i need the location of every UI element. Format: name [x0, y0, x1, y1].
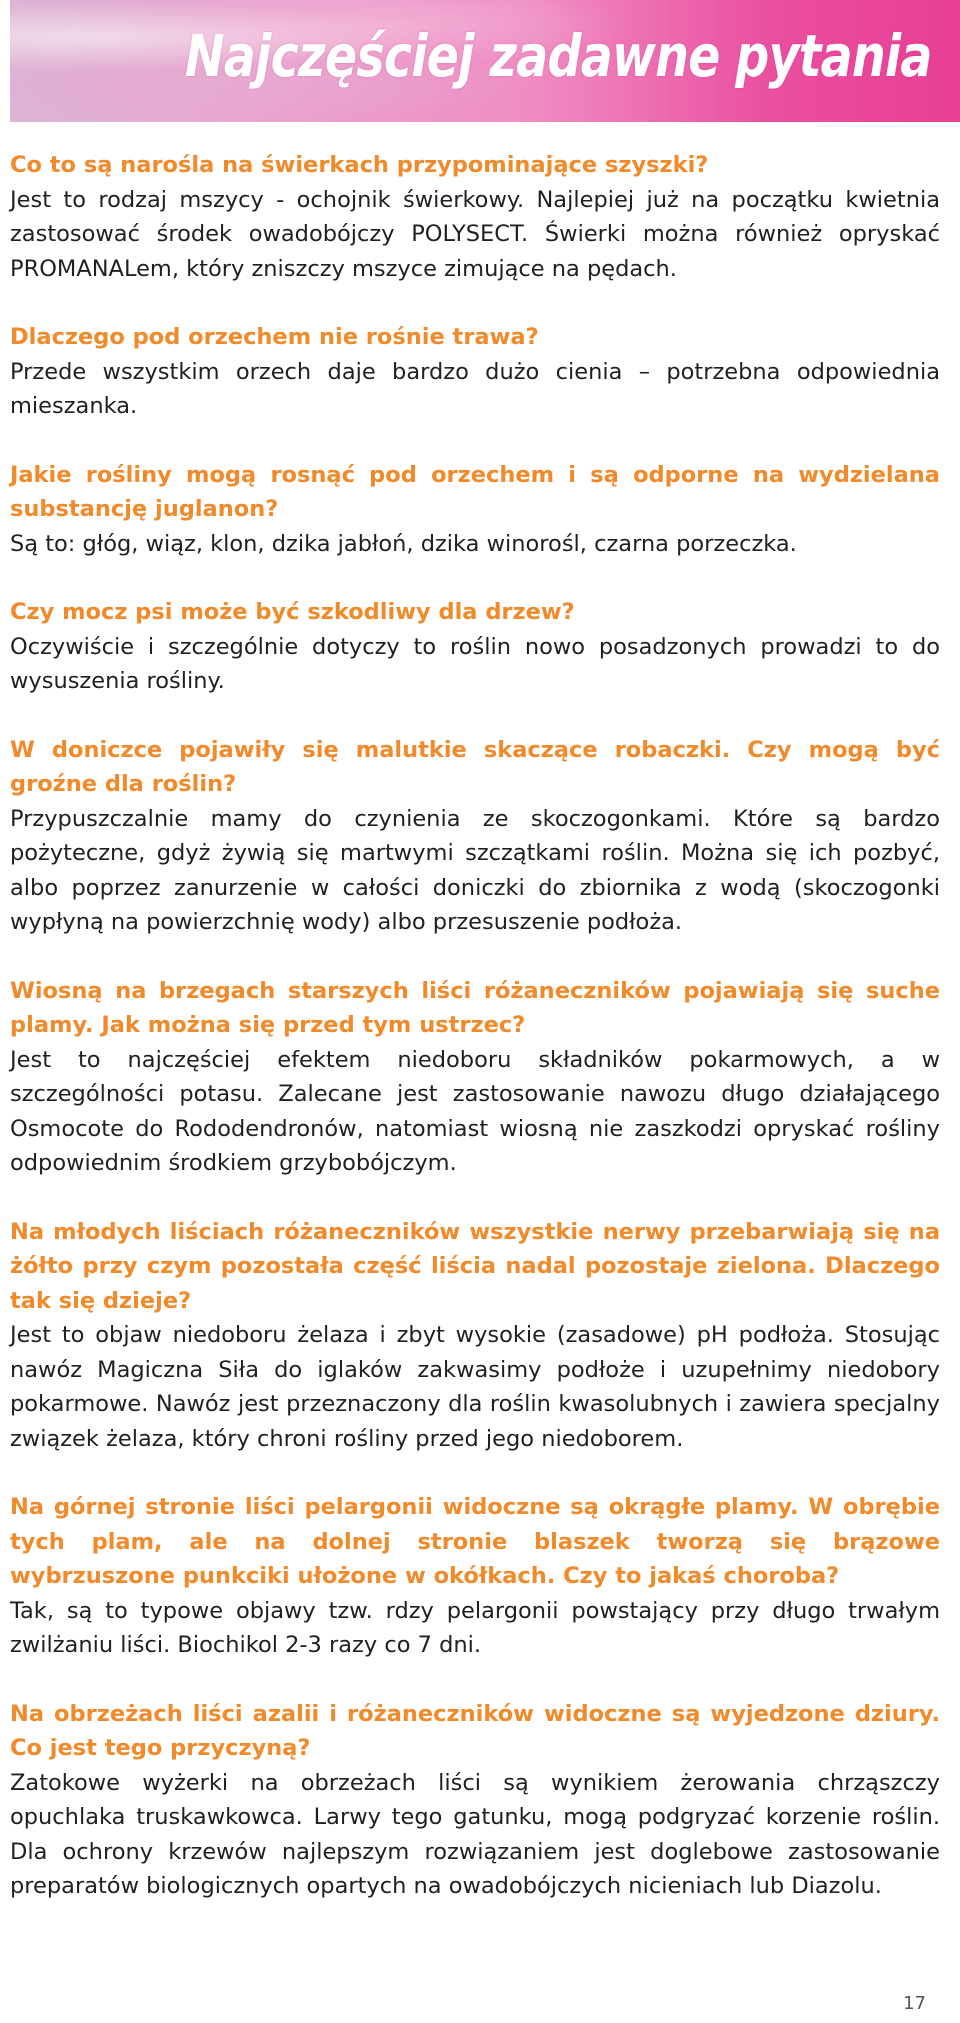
faq-item [10, 1215, 940, 1457]
faq-answer: Są to: głóg, wiąz, klon, dzika jabłoń, dzika winorośl, czarna porzeczka. [10, 530, 797, 557]
header-banner [10, 0, 960, 122]
faq-item [10, 974, 940, 1181]
faq-answer: Zatokowe wyżerki na obrzeżach liści są wynikiem żerowania chrząszczy opuchlaka truskawkowca. Larwy tego gatunku, mogą podgryzać korzenie roślin. Dla ochrony krzewów najlepszym rozwiązaniem jest doglebowe zastosowanie preparatów biologicznych opartych na owadobójczych nicieniach lub Diazolu. [10, 1769, 940, 1899]
page-number: 17 [903, 1993, 926, 2014]
faq-question: Jakie rośliny mogą rosnąć pod orzechem i są odporne na wydzielana substancję juglanon? [10, 461, 940, 522]
faq-item [10, 320, 940, 424]
faq-answer: Oczywiście i szczególnie dotyczy to roślin nowo posadzonych prowadzi to do wysuszenia rośliny. [10, 633, 940, 694]
faq-question: Na młodych liściach różaneczników wszystkie nerwy przebarwiają się na żółto przy czym pozostała część liścia nadal pozostaje zielona. Dlaczego tak się dzieje? [10, 1218, 940, 1314]
faq-answer: Przypuszczalnie mamy do czynienia ze skoczogonkami. Które są bardzo pożyteczne, gdyż żywią się martwymi szczątkami roślin. Można się ich pozbyć, albo poprzez zanurzenie w całości doniczki do zbiornika z wodą (skoczogonki wypłyną na powierzchnię wody) albo przesuszenie podłoża. [10, 805, 940, 935]
faq-question: Czy mocz psi może być szkodliwy dla drzew? [10, 599, 575, 625]
faq-answer: Jest to objaw niedoboru żelaza i zbyt wysokie (zasadowe) pH podłoża. Stosując nawóz Magiczna Siła do iglaków zakwasimy podłoże i uzupełnimy niedobory pokarmowe. Nawóz jest przeznaczony dla roślin kwasolubnych i zawiera specjalny związek żelaza, który chroni rośliny przed jego niedoborem. [10, 1322, 940, 1452]
faq-item [10, 595, 940, 699]
faq-answer: Jest to rodzaj mszycy - ochojnik świerkowy. Najlepiej już na początku kwietnia zastosować środek owadobójczy POLYSECT. Świerki można również opryskać PROMANALem, który zniszczy mszyce zimujące na pędach. [10, 186, 940, 282]
faq-item [10, 733, 940, 940]
faq-question: Wiosną na brzegach starszych liści różaneczników pojawiają się suche plamy. Jak można się przed tym ustrzec? [10, 977, 940, 1038]
faq-question: W doniczce pojawiły się malutkie skaczące robaczki. Czy mogą być groźne dla roślin? [10, 736, 940, 797]
faq-question: Na obrzeżach liści azalii i różaneczników widoczne są wyjedzone dziury. Co jest tego przyczyną? [10, 1700, 940, 1761]
faq-answer: Przede wszystkim orzech daje bardzo dużo cienia – potrzebna odpowiednia mieszanka. [10, 358, 940, 419]
faq-item [10, 1697, 940, 1904]
faq-answer: Tak, są to typowe objawy tzw. rdzy pelargonii powstający przy długo trwałym zwilżaniu liści. Biochikol 2-3 razy co 7 dni. [10, 1597, 940, 1658]
faq-question: Co to są narośla na świerkach przypominające szyszki? [10, 152, 709, 178]
faq-question: Dlaczego pod orzechem nie rośnie trawa? [10, 324, 539, 350]
faq-list [10, 148, 940, 1938]
page-title: Najczęściej zadawne pytania [185, 22, 932, 90]
faq-answer: Jest to najczęściej efektem niedoboru składników pokarmowych, a w szczególności potasu. Zalecane jest zastosowanie nawozu długo działającego Osmocote do Rododendronów, natomiast wiosną nie zaszkodzi opryskać rośliny odpowiednim środkiem grzybobójczym. [10, 1046, 940, 1176]
faq-item [10, 148, 940, 286]
faq-item [10, 458, 940, 562]
faq-question: Na górnej stronie liści pelargonii widoczne są okrągłe plamy. W obrębie tych plam, ale na dolnej stronie blaszek tworzą się brązowe wybrzuszone punkciki ułożone w okółkach. Czy to jakaś choroba? [10, 1494, 940, 1589]
faq-item [10, 1490, 940, 1663]
